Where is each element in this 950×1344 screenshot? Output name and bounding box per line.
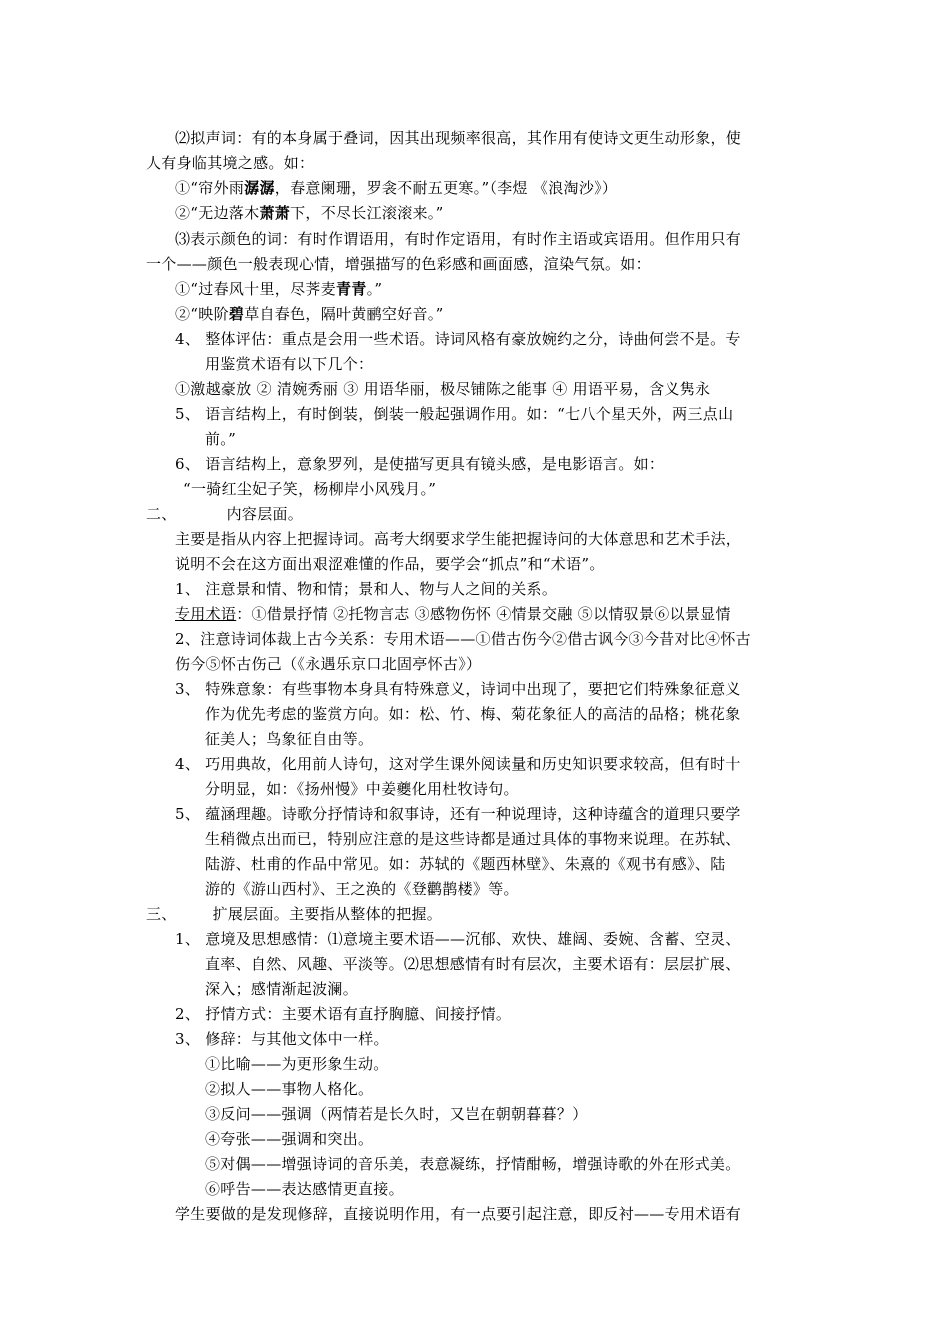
list-item-cont: 用鉴赏术语有以下几个： (205, 355, 374, 373)
paragraph: 主要是指从内容上把握诗词。高考大纲要求学生能把握诗问的大体意思和艺术手法， (175, 530, 742, 548)
rhetoric-item: ②拟人——事物人格化。 (205, 1080, 374, 1098)
list-item: 1、 注意景和情、物和情；景和人、物与人之间的关系。 (175, 580, 558, 598)
term-list: 专用术语：①借景抒情 ②托物言志 ③感物伤怀 ④情景交融 ⑤以情驭景⑥以景显情 (175, 605, 731, 623)
paragraph-color-words: ⑶表示颜色的词：有时作谓语用，有时作定语用，有时作主语或宾语用。但作用只有 (175, 230, 742, 248)
rhetoric-item: ⑥呼告——表达感情更直接。 (205, 1180, 404, 1198)
paragraph-onomatopoeia: ⑵拟声词：有的本身属于叠词，因其出现频率很高，其作用有使诗文更生动形象，使 (175, 129, 742, 147)
example-line: ①“过春风十里，尽荠麦青青。” (175, 280, 383, 298)
list-item-cont: 生稍微点出而已，特别应注意的是这些诗都是通过具体的事物来说理。在苏轼、 (205, 830, 741, 848)
list-item: 5、 蕴涵理趣。诗歌分抒情诗和叙事诗，还有一种说理诗，这种诗蕴含的道理只要学 (175, 805, 741, 823)
list-item-cont: 前。” (205, 430, 237, 448)
list-item-cont: 分明显，如：《扬州慢》中姜夔化用杜牧诗句。 (205, 780, 519, 798)
list-item: 4、 巧用典故，化用前人诗句，这对学生课外阅读量和历史知识要求较高，但有时十 (175, 755, 741, 773)
list-item: 5、 语言结构上，有时倒装，倒装一般起强调作用。如：“七八个星天外，两三点山 (175, 405, 734, 423)
paragraph-color-words-cont: 一个——颜色一般表现心情，增强描写的色彩感和画面感，渲染气氛。如： (146, 255, 651, 273)
section-heading: 三、 扩展层面。主要指从整体的把握。 (146, 905, 443, 923)
rhetoric-item: ④夸张——强调和突出。 (205, 1130, 374, 1148)
list-item-cont: 深入；感情渐起波澜。 (205, 980, 359, 998)
list-item-cont: 游的《游山西村》、王之涣的《登鹳鹊楼》等。 (205, 880, 519, 898)
example-line: “一骑红尘妃子笑，杨柳岸小风残月。” (183, 480, 437, 498)
example-line: ①“帘外雨潺潺，春意阑珊，罗衾不耐五更寒。”（李煜 《浪淘沙》） (175, 179, 618, 197)
list-item-cont: 作为优先考虑的鉴赏方向。如：松、竹、梅、菊花象征人的高洁的品格；桃花象 (205, 705, 741, 723)
list-item: 2、注意诗词体裁上古今关系：专用术语——①借古伤今②借古讽今③今昔对比④怀古 (175, 630, 751, 648)
section-heading: 二、 内容层面。 (146, 505, 304, 523)
rhetoric-item: ③反问——强调（两情若是长久时，又岂在朝朝暮暮？） (205, 1105, 588, 1123)
paragraph-onomatopoeia-cont: 人有身临其境之感。如： (146, 154, 315, 172)
term-list: ①激越豪放 ② 清婉秀丽 ③ 用语华丽，极尽铺陈之能事 ④ 用语平易，含义隽永 (175, 380, 711, 398)
rhetoric-item: ①比喻——为更形象生动。 (205, 1055, 389, 1073)
list-item: 4、 整体评估：重点是会用一些术语。诗词风格有豪放婉约之分，诗曲何尝不是。专 (175, 330, 741, 348)
rhetoric-item: ⑤对偶——增强诗词的音乐美，表意凝练，抒情酣畅，增强诗歌的外在形式美。 (205, 1155, 741, 1173)
list-item-cont: 征美人；鸟象征自由等。 (205, 730, 374, 748)
list-item-cont: 伤今⑤怀古伤己（《永遇乐京口北固亭怀古》） (175, 655, 482, 673)
list-item: 3、 特殊意象：有些事物本身具有特殊意义，诗词中出现了，要把它们特殊象征意义 (175, 680, 741, 698)
example-line: ②“映阶碧草自春色，隔叶黄鹂空好音。” (175, 305, 444, 323)
paragraph-cont: 说明不会在这方面出艰涩难懂的作品，要学会“抓点”和“术语”。 (175, 555, 605, 573)
list-item-cont: 直率、自然、风趣、平淡等。⑵思想感情有时有层次，主要术语有：层层扩展、 (205, 955, 741, 973)
list-item-cont: 陆游、杜甫的作品中常见。如：苏轼的《题西林壁》、朱熹的《观书有感》、陆 (205, 855, 726, 873)
list-item: 2、 抒情方式：主要术语有直抒胸臆、间接抒情。 (175, 1005, 512, 1023)
list-item: 6、 语言结构上，意象罗列，是使描写更具有镜头感，是电影语言。如： (175, 455, 665, 473)
paragraph: 学生要做的是发现修辞，直接说明作用，有一点要引起注意，即反衬——专用术语有 (175, 1205, 742, 1223)
list-item: 3、 修辞：与其他文体中一样。 (175, 1030, 389, 1048)
list-item: 1、 意境及思想感情：⑴意境主要术语——沉郁、欢快、雄阔、委婉、含蓄、空灵、 (175, 930, 741, 948)
example-line: ②“无边落木萧萧下，不尽长江滚滚来。” (175, 204, 444, 222)
